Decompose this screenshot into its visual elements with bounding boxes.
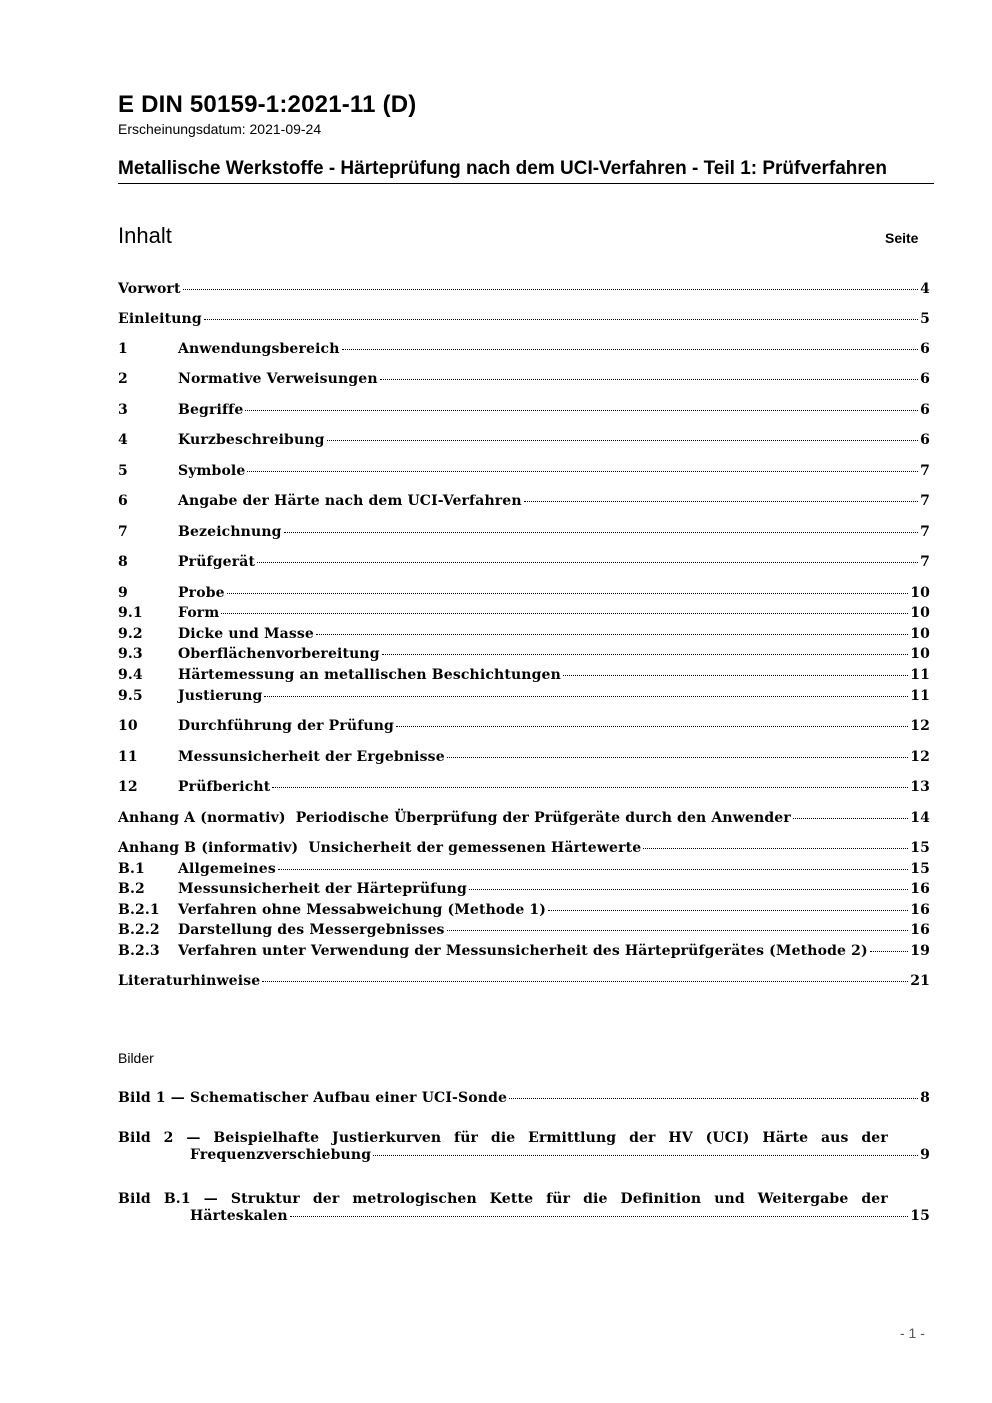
toc-entry-title: Verfahren unter Verwendung der Messunsicherheit des Härteprüfgerätes (Methode 2) [178,943,868,959]
figure-entry[interactable] [118,1090,930,1106]
toc-entry-page: 15 [910,840,930,856]
toc-entry-title: Durchführung der Prüfung [178,718,394,734]
toc-entry-number: 12 [118,779,138,795]
toc-entry-number: 2 [118,371,128,387]
toc-entry[interactable] [118,626,930,642]
toc-entry[interactable] [118,432,930,448]
dot-leader [316,634,908,635]
toc-entry-title: Form [178,605,220,621]
toc-entry-page: 7 [920,463,930,479]
toc-entry[interactable] [118,646,930,662]
toc-entry-title: Messunsicherheit der Ergebnisse [178,749,445,765]
toc-entry-title: Anwendungsbereich [178,341,340,357]
dot-leader [272,787,908,788]
figure-entry-page: 8 [920,1090,930,1106]
toc-entry[interactable] [118,688,930,704]
dot-leader [221,613,908,614]
figure-entry-title: Bild 1 — Schematischer Aufbau einer UCI-Sonde [118,1090,508,1106]
toc-entry-title: Prüfgerät [178,554,256,570]
dot-leader [262,981,908,982]
toc-entry-title: Allgemeines [178,861,276,877]
toc-entry-number: B.2 [118,881,145,897]
toc-entry[interactable] [118,718,930,734]
toc-entry-page: 10 [910,646,930,662]
toc-entry-number: 5 [118,463,128,479]
dot-leader [382,654,909,655]
dot-leader [247,471,918,472]
figure-entry-title-continued: Härteskalen [190,1208,288,1224]
toc-entry-number: B.2.3 [118,943,160,959]
publication-date: Erscheinungsdatum: 2021-09-24 [118,121,322,137]
toc-entry-number: B.2.2 [118,922,160,938]
dot-leader [509,1098,918,1099]
figure-entry-title: Bild 2 — Beispielhafte Justierkurven für die Ermittlung der HV (UCI) Härte aus der [118,1130,888,1146]
toc-entry[interactable] [118,371,930,387]
page-column-label: Seite [885,230,919,246]
figure-entry-title: Bild B.1 — Struktur der metrologischen Kette für die Definition und Weitergabe der [118,1191,888,1207]
dot-leader [327,440,919,441]
toc-entry-page: 6 [920,432,930,448]
toc-entry[interactable] [118,463,930,479]
toc-entry[interactable] [118,524,930,540]
toc-entry-page: 10 [910,605,930,621]
toc-entry-page: 6 [920,402,930,418]
dot-leader [396,726,908,727]
toc-entry-title: Probe [178,585,225,601]
toc-entry[interactable] [118,605,930,621]
toc-entry-title: Justierung [178,688,263,704]
toc-entry-title: Symbole [178,463,246,479]
dot-leader [257,562,918,563]
toc-entry-page: 16 [910,881,930,897]
dot-leader [447,757,908,758]
toc-entry-number: 6 [118,493,128,509]
toc-entry[interactable] [118,840,930,856]
toc-entry-page: 12 [910,749,930,765]
toc-entry[interactable] [118,943,930,959]
toc-entry-title: Messunsicherheit der Härteprüfung [178,881,467,897]
toc-entry-number: 9 [118,585,128,601]
dot-leader [870,951,908,952]
dot-leader [290,1216,908,1217]
toc-entry-number: 9.1 [118,605,143,621]
dot-leader [469,889,908,890]
toc-entry-title: Literaturhinweise [118,973,261,989]
toc-entry-number: 9.5 [118,688,143,704]
toc-entry-page: 14 [910,810,930,826]
toc-entry[interactable] [118,902,930,918]
dot-leader [793,818,908,819]
toc-entry-title: Normative Verweisungen [178,371,378,387]
toc-entry[interactable] [118,749,930,765]
toc-entry-page: 7 [920,554,930,570]
toc-entry[interactable] [118,402,930,418]
toc-entry-title: Angabe der Härte nach dem UCI-Verfahren [178,493,522,509]
document-id: E DIN 50159-1:2021-11 (D) [118,91,417,118]
toc-entry[interactable] [118,493,930,509]
toc-entry-title: Anhang B (informativ) Unsicherheit der gemessenen Härtewerte [118,840,642,856]
toc-entry-page: 10 [910,585,930,601]
toc-entry[interactable] [118,341,930,357]
figure-entry[interactable] [118,1130,930,1163]
toc-entry-page: 13 [910,779,930,795]
dot-leader [227,593,909,594]
toc-entry-page: 11 [910,667,930,683]
toc-entry[interactable] [118,554,930,570]
toc-entry-number: B.2.1 [118,902,160,918]
toc-entry-number: 11 [118,749,138,765]
toc-entry-number: 9.4 [118,667,143,683]
toc-entry-page: 4 [920,281,930,297]
dot-leader [204,319,918,320]
toc-entry-page: 6 [920,371,930,387]
toc-entry-number: 9.2 [118,626,143,642]
figure-entry-title-continued: Frequenzverschiebung [190,1147,372,1163]
toc-entry[interactable] [118,311,930,327]
dot-leader [643,848,908,849]
dot-leader [342,349,919,350]
page-number: - 1 - [900,1325,925,1341]
toc-entry[interactable] [118,585,930,601]
dot-leader [548,910,908,911]
toc-entry-page: 15 [910,861,930,877]
toc-entry-title: Dicke und Masse [178,626,314,642]
toc-entry-page: 7 [920,524,930,540]
toc-entry-number: 10 [118,718,138,734]
toc-entry-page: 21 [910,973,930,989]
toc-entry-number: 8 [118,554,128,570]
toc-entry-title: Prüfbericht [178,779,271,795]
figure-entry[interactable] [118,1191,930,1224]
toc-entry[interactable] [118,810,930,826]
toc-entry-title: Oberflächenvorbereitung [178,646,380,662]
title-divider [118,183,934,184]
dot-leader [245,410,918,411]
dot-leader [563,675,908,676]
toc-entry-title: Darstellung des Messergebnisses [178,922,445,938]
toc-entry-title: Verfahren ohne Messabweichung (Methode 1) [178,902,547,918]
toc-entry[interactable] [118,922,930,938]
toc-entry-page: 5 [920,311,930,327]
toc-entry-title: Kurzbeschreibung [178,432,325,448]
toc-entry-number: 4 [118,432,128,448]
toc-entry-page: 6 [920,341,930,357]
toc-entry-page: 16 [910,902,930,918]
toc-entry-title: Einleitung [118,311,202,327]
toc-entry-title: Begriffe [178,402,244,418]
toc-entry[interactable] [118,281,930,297]
toc-entry-page: 19 [910,943,930,959]
dot-leader [373,1155,918,1156]
figure-entry-page: 9 [920,1147,930,1163]
toc-entry[interactable] [118,973,930,989]
dot-leader [264,696,908,697]
toc-entry[interactable] [118,861,930,877]
toc-entry-number: 1 [118,341,128,357]
toc-entry-number: 7 [118,524,128,540]
toc-entry[interactable] [118,667,930,683]
dot-leader [380,379,918,380]
figures-heading: Bilder [118,1050,154,1066]
standard-title: Metallische Werkstoffe - Härteprüfung nach dem UCI-Verfahren - Teil 1: Prüfverfahren [118,158,887,179]
toc-entry-title: Bezeichnung [178,524,282,540]
toc-entry-number: B.1 [118,861,145,877]
toc-entry-page: 16 [910,922,930,938]
contents-heading: Inhalt [118,223,172,248]
dot-leader [183,289,919,290]
toc-entry-page: 11 [910,688,930,704]
toc-entry[interactable] [118,881,930,897]
figure-entry-page: 15 [910,1208,930,1224]
toc-entry-number: 3 [118,402,128,418]
toc-entry-number: 9.3 [118,646,143,662]
toc-entry-title: Anhang A (normativ) Periodische Überprüfung der Prüfgeräte durch den Anwender [118,810,791,826]
dot-leader [524,501,918,502]
toc-entry-title: Vorwort [118,281,181,297]
toc-entry-page: 12 [910,718,930,734]
toc-entry-page: 10 [910,626,930,642]
dot-leader [278,869,908,870]
toc-entry[interactable] [118,779,930,795]
toc-entry-page: 7 [920,493,930,509]
dot-leader [447,930,909,931]
dot-leader [284,532,918,533]
toc-entry-title: Härtemessung an metallischen Beschichtungen [178,667,561,683]
